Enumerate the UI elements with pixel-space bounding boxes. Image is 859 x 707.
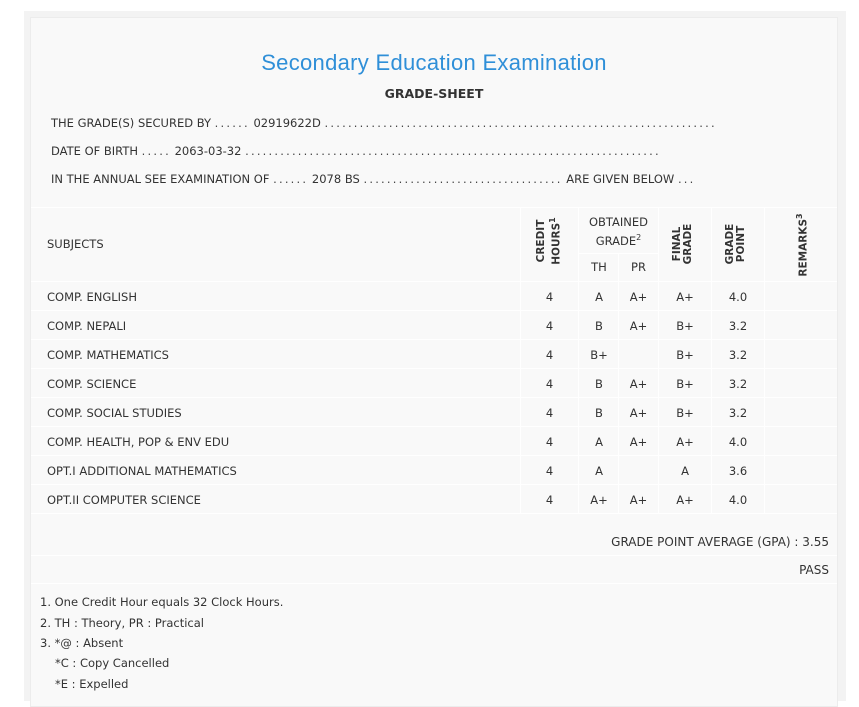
cell-th: B [595,318,603,333]
table-header [31,207,837,281]
table-row [31,339,837,369]
cell-final: B+ [676,318,694,333]
cell-pr: A+ [629,318,648,333]
cell-gp: 4.0 [728,492,748,507]
cell-gp: 3.6 [728,463,748,478]
exam-value: 2078 BS [311,172,360,186]
cell-pr [619,340,658,369]
note-3: 3. *@ : Absent [40,636,124,650]
table-row [31,455,837,485]
exam-suffix: ARE GIVEN BELOW [566,172,675,186]
cell-th: A [595,463,603,478]
header-final-grade: FINAL GRADE [671,223,694,265]
secured-by-value: 02919622D [253,116,321,130]
header-remarks: REMARKS$^3$ [795,213,810,277]
dob-value: 2063-03-32 [174,144,242,158]
cell-final: A+ [676,492,694,507]
cell-remarks [765,369,837,398]
cell-th: A+ [590,492,608,507]
subject-name: COMP. NEPALI [47,318,127,333]
page-title: Secondary Education Examination [261,50,607,75]
cell-remarks [765,398,837,427]
cell-pr: A+ [629,492,648,507]
cell-credit: 4 [545,463,554,478]
cell-final: B+ [676,347,694,362]
cell-th: B+ [590,347,608,362]
cell-th: A [595,434,603,449]
subject-name: OPT.II COMPUTER SCIENCE [47,492,201,507]
cell-remarks [765,456,837,485]
cell-remarks [765,311,837,340]
note-5: *E : Expelled [55,677,129,691]
gpa-line [611,535,829,549]
table-row [31,310,837,340]
subject-name: OPT.I ADDITIONAL MATHEMATICS [47,463,237,478]
cell-remarks [765,340,837,369]
cell-gp: 3.2 [728,318,748,333]
note-2: 2. TH : Theory, PR : Practical [40,616,204,630]
cell-final: B+ [676,405,694,420]
cell-credit: 4 [545,405,554,420]
subject-name: COMP. SOCIAL STUDIES [47,405,182,420]
cell-remarks [765,485,837,514]
cell-pr: A+ [629,405,648,420]
cell-final: A+ [676,289,694,304]
page-subtitle: GRADE-SHEET [384,86,484,101]
gpa-label: GRADE POINT AVERAGE (GPA) : [611,535,799,549]
header-grade-point: GRADE POINT [724,223,747,265]
header-th: TH [591,260,607,274]
cell-final: A [681,463,689,478]
cell-gp: 4.0 [728,289,748,304]
secured-by-label: THE GRADE(S) SECURED BY [51,116,212,130]
subject-name: COMP. SCIENCE [47,376,137,391]
result-text: PASS [799,563,829,577]
cell-credit: 4 [545,376,554,391]
exam-line: IN THE ANNUAL SEE EXAMINATION OF ...... 2078 BS .................................. ARE GIVEN BELOW ... [51,172,696,186]
cell-gp: 3.2 [728,347,748,362]
cell-credit: 4 [545,347,554,362]
dob-line: DATE OF BIRTH ..... 2063-03-32 ....................................................................... [51,144,661,158]
cell-pr: A+ [629,434,648,449]
header-credit-hours: CREDIT HOURS$^1$ [535,217,563,265]
table-row [31,397,837,427]
secured-by-line: THE GRADE(S) SECURED BY ...... 02919622D ................................................................... [51,116,717,130]
table-row [31,281,837,311]
cell-credit: 4 [545,318,554,333]
cell-credit: 4 [545,434,554,449]
cell-remarks [765,427,837,456]
cell-pr: A+ [629,289,648,304]
cell-th: B [595,405,603,420]
cell-gp: 4.0 [728,434,748,449]
subject-name: COMP. ENGLISH [47,289,137,304]
note-1: 1. One Credit Hour equals 32 Clock Hours. [40,595,284,609]
gpa-value: 3.55 [802,535,829,549]
subject-name: COMP. HEALTH, POP & ENV EDU [47,434,230,449]
cell-th: A [595,289,603,304]
dob-label: DATE OF BIRTH [51,144,139,158]
cell-remarks [765,282,837,311]
header-pr: PR [631,260,646,274]
exam-label: IN THE ANNUAL SEE EXAMINATION OF [51,172,270,186]
table-row [31,426,837,456]
subject-name: COMP. MATHEMATICS [47,347,169,362]
cell-final: B+ [676,376,694,391]
cell-gp: 3.2 [728,405,748,420]
header-subjects: SUBJECTS [47,237,104,251]
cell-pr [619,456,658,485]
cell-credit: 4 [545,492,554,507]
cell-credit: 4 [545,289,554,304]
table-row [31,368,837,398]
cell-th: B [595,376,603,391]
cell-gp: 3.2 [728,376,748,391]
cell-pr: A+ [629,376,648,391]
note-4: *C : Copy Cancelled [55,656,170,670]
header-obtained-grade: OBTAINED GRADE$^2$ [588,215,649,248]
cell-final: A+ [676,434,694,449]
table-row [31,484,837,514]
